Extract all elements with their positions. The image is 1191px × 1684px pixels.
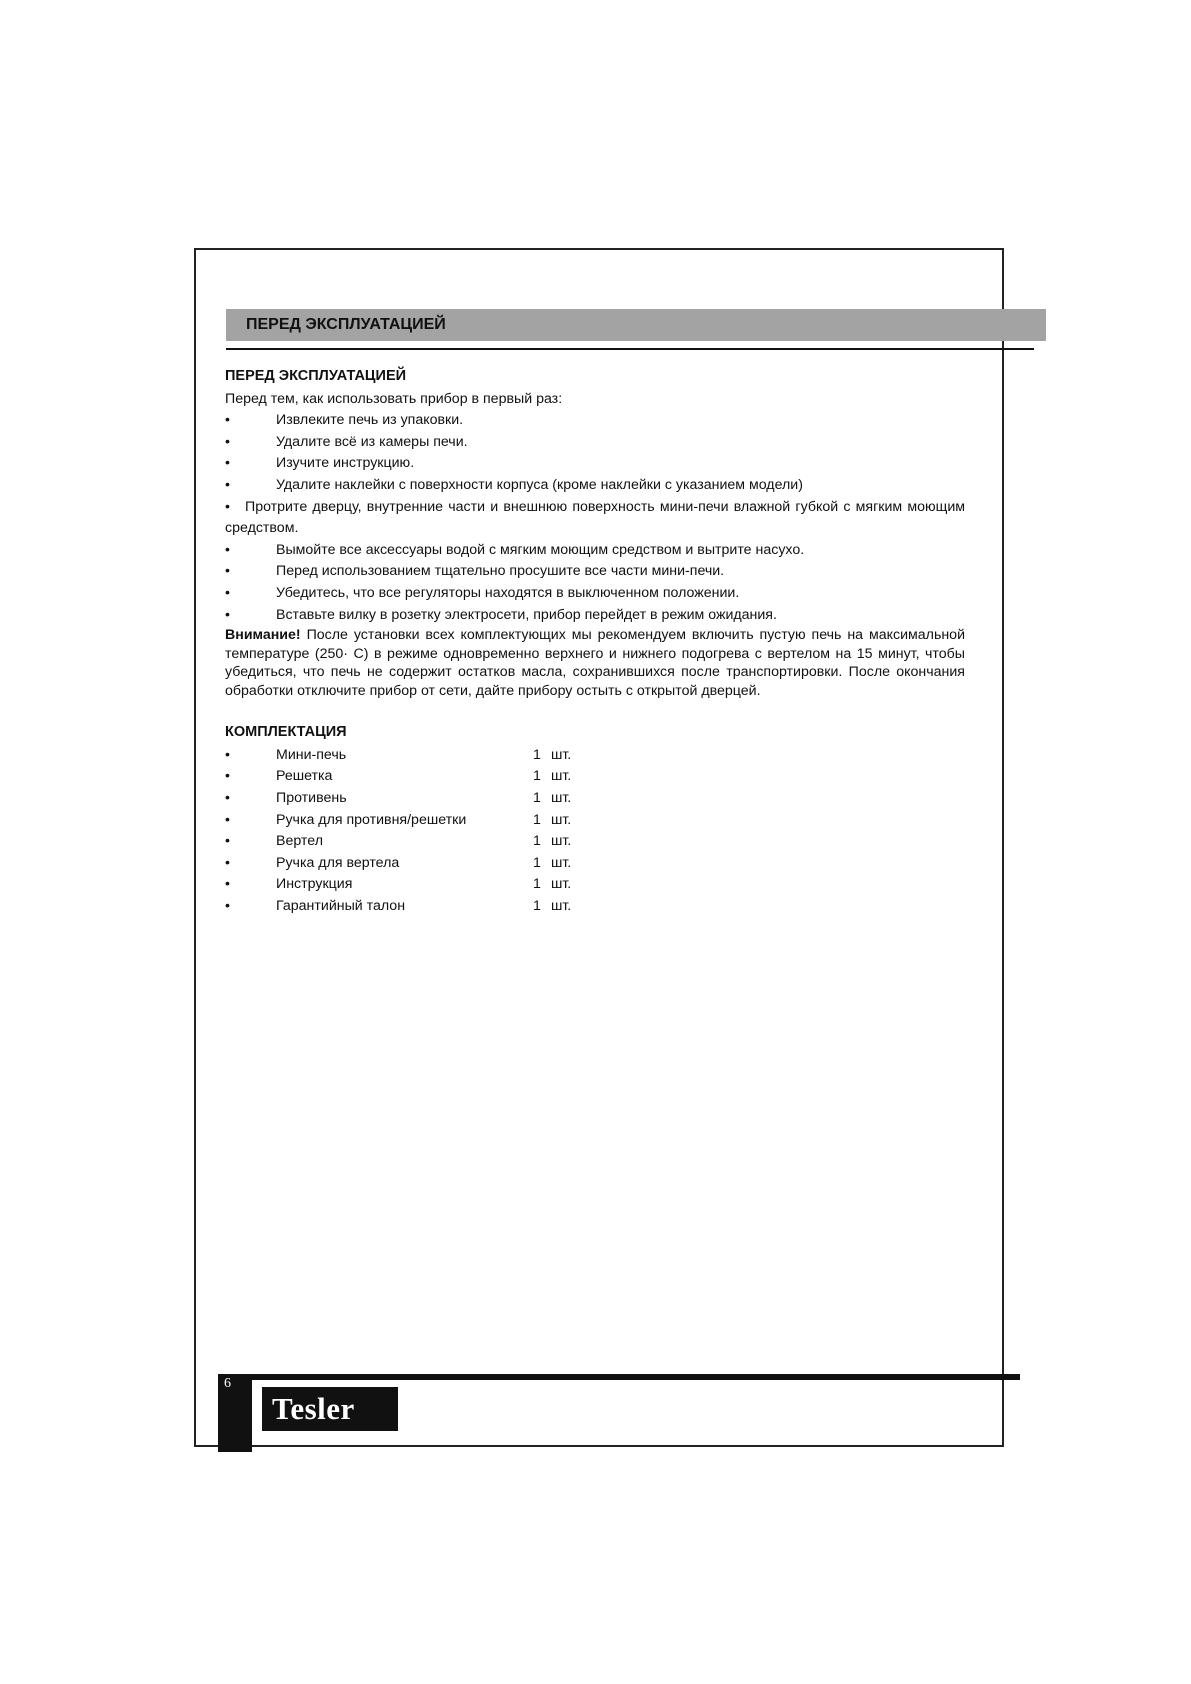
bullet: • — [225, 563, 230, 580]
brand-logo-text: Tesler — [272, 1391, 355, 1426]
table-row: • Ручка для противня/решетки 1 шт. — [225, 810, 571, 832]
bullet: • — [225, 768, 230, 785]
table-row: • Решетка 1 шт. — [225, 766, 571, 788]
bullet: • — [225, 433, 230, 450]
list-item: • Убедитесь, что все регуляторы находятся в выключенном положении. — [225, 583, 965, 605]
table-row: • Вертел 1 шт. — [225, 831, 571, 853]
table-row: • Мини-печь 1 шт. — [225, 745, 571, 767]
bullet: • — [225, 541, 230, 558]
bullet: • — [225, 811, 230, 828]
table-row: • Противень 1 шт. — [225, 788, 571, 810]
list-item: • Вымойте все аксессуары водой с мягким моющим средством и вытрите насухо. — [225, 540, 965, 562]
bullet: • — [225, 584, 230, 601]
header-rule — [226, 348, 1034, 350]
bullet: • — [225, 476, 230, 493]
bullet: • — [225, 412, 230, 429]
brand-logo — [262, 1387, 398, 1431]
attention-text: После установки всех комплектующих мы рекомендуем включить пустую печь на максимальной температуре (250· С) в режиме одновременно верхнего и нижнего подогрева с вертелом на 15 минут, чтобы убедиться, что печь не содержит остатков масла, сохранившихся после транспортировки. После окончания обработки отключите прибор от сети, дайте прибору остыть с открытой дверцей. — [225, 627, 965, 699]
list-item: • Изучите инструкцию. — [225, 453, 965, 475]
intro-text: Перед тем, как использовать прибор в первый раз: — [225, 390, 563, 407]
preparation-list — [225, 410, 965, 626]
attention-note — [225, 626, 965, 700]
list-item: • Вставьте вилку в розетку электросети, прибор перейдет в режим ожидания. — [225, 605, 965, 627]
bullet: • — [225, 833, 230, 850]
list-item: • Протрите дверцу, внутренние части и внешнюю поверхность мини-печи влажной губкой с мягким моющим средством. — [225, 498, 965, 537]
bullet: • — [225, 897, 230, 914]
table-row: • Ручка для вертела 1 шт. — [225, 853, 571, 875]
section-header-title: ПЕРЕД ЭКСПЛУАТАЦИЕЙ — [246, 316, 446, 333]
attention-label: Внимание! — [225, 627, 301, 644]
bullet: • — [225, 498, 230, 515]
bullet: • — [225, 746, 230, 763]
page-content — [225, 366, 965, 917]
list-item: • Перед использованием тщательно просушите все части мини-печи. — [225, 561, 965, 583]
section-title-before-use: ПЕРЕД ЭКСПЛУАТАЦИЕЙ — [225, 368, 407, 384]
table-row: • Гарантийный талон 1 шт. — [225, 896, 571, 918]
bullet: • — [225, 854, 230, 871]
footer-rule — [218, 1374, 1020, 1380]
bullet: • — [225, 876, 230, 893]
list-item: • Извлеките печь из упаковки. — [225, 410, 965, 432]
bullet: • — [225, 606, 230, 623]
bullet: • — [225, 789, 230, 806]
list-item: • Удалите наклейки с поверхности корпуса (кроме наклейки с указанием модели) — [225, 475, 965, 497]
package-contents-table — [225, 745, 571, 918]
bullet: • — [225, 455, 230, 472]
page-number: 6 — [224, 1376, 231, 1391]
section-header-bar — [226, 309, 1046, 341]
table-row: • Инструкция 1 шт. — [225, 874, 571, 896]
list-item: • Удалите всё из камеры печи. — [225, 432, 965, 454]
section-title-contents: КОМПЛЕКТАЦИЯ — [225, 724, 347, 741]
